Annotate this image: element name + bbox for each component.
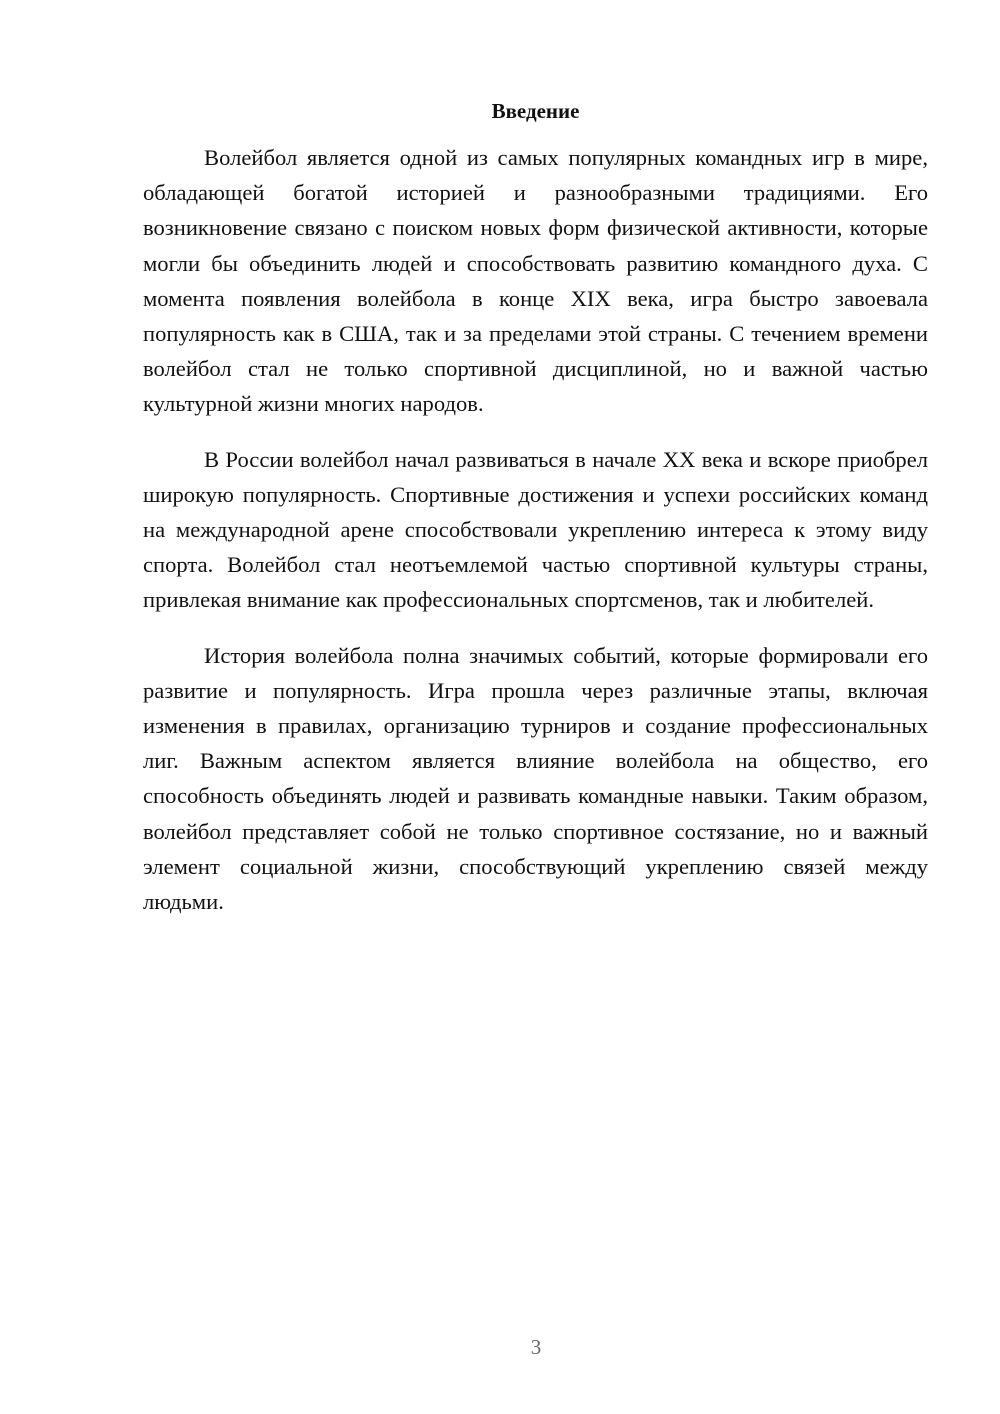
section-heading: Введение	[491, 99, 580, 123]
paragraph-1: Волейбол является одной из самых популярных командных игр в мире, обладающей богатой историей и разнообразными традициями. Его возникновение связано с поиском новых форм физической активности, которые могли бы объединить людей и способствовать развитию командного духа. С момента появления волейбола в конце XIX века, игра быстро завоевала популярность как в США, так и за пределами этой страны. С течением времени волейбол стал не только спортивной дисциплиной, но и важной частью культурной жизни многих народов.	[143, 145, 928, 417]
page-content	[143, 94, 928, 919]
page-number: 3	[530, 1335, 542, 1359]
paragraph-2: В России волейбол начал развиваться в начале XX века и вскоре приобрел широкую популярность. Спортивные достижения и успехи российских команд на международной арене способствовали укреплению интереса к этому виду спорта. Волейбол стал неотъемлемой частью спортивной культуры страны, привлекая внимание как профессиональных спортсменов, так и любителей.	[143, 446, 928, 613]
paragraph-3: История волейбола полна значимых событий, которые формировали его развитие и популярность. Игра прошла через различные этапы, включая изменения в правилах, организацию турниров и создание профессиональных лиг. Важным аспектом является влияние волейбола на общество, его способность объединять людей и развивать командные навыки. Таким образом, волейбол представляет собой не только спортивное состязание, но и важный элемент социальной жизни, способствующий укреплению связей между людьми.	[143, 642, 928, 915]
